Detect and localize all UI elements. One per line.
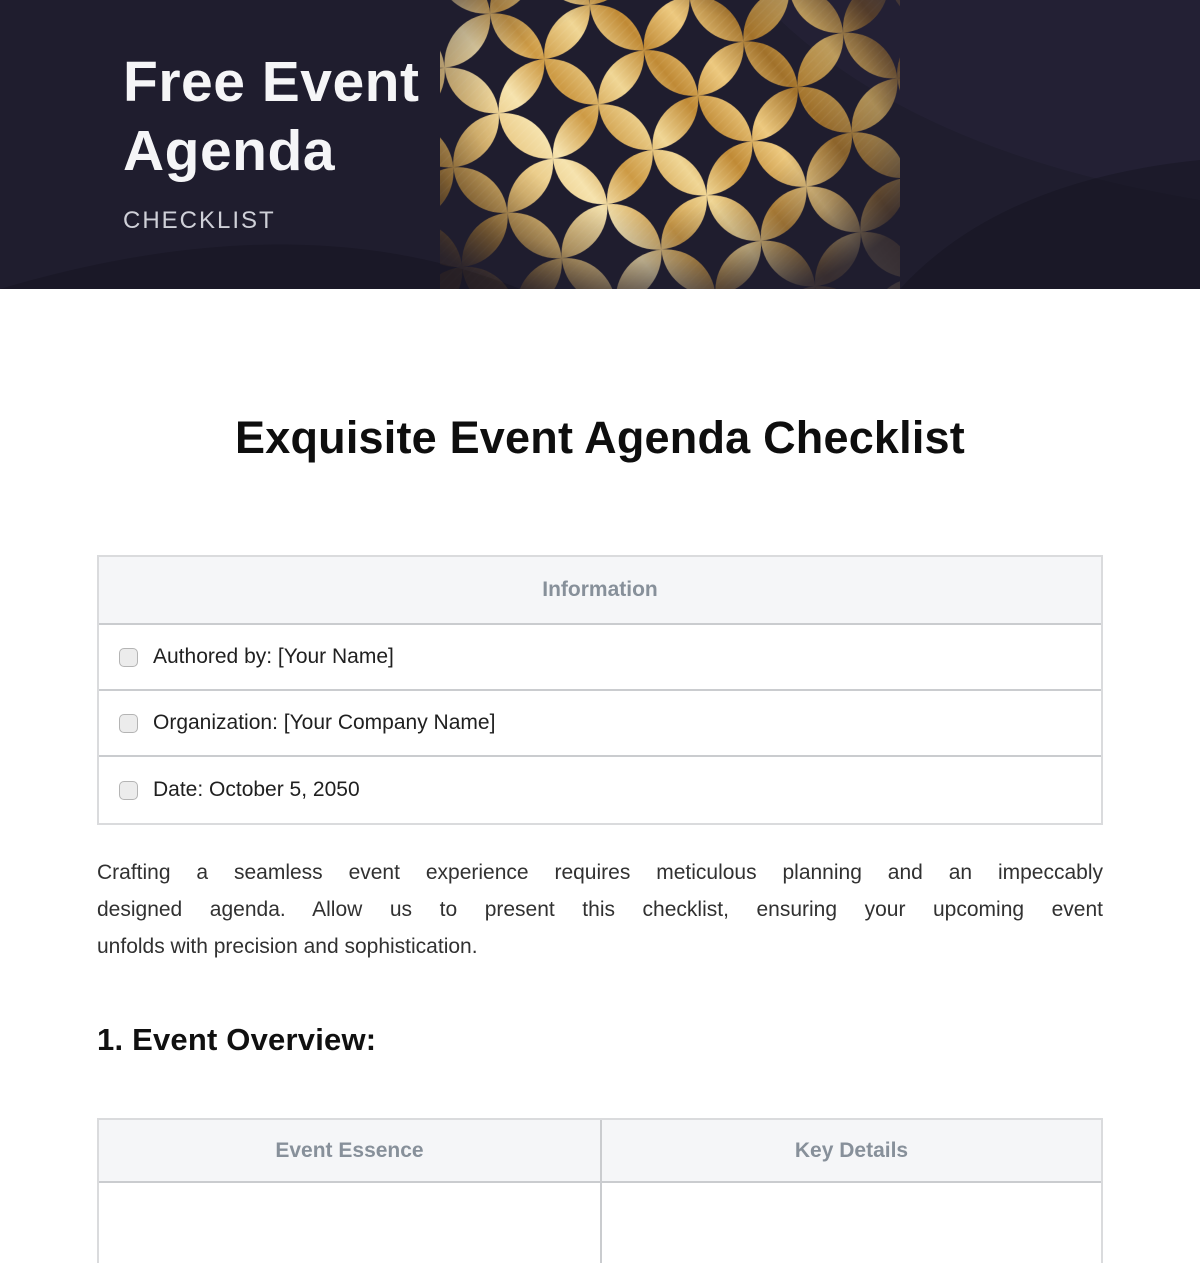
banner-title-line1: Free Event (123, 50, 420, 114)
event-overview-table (97, 1118, 1103, 1263)
banner-subtitle: CHECKLIST (123, 207, 276, 234)
row-label: Authored by: [Your Name] (153, 645, 394, 668)
column-header-event-essence: Event Essence (275, 1138, 424, 1162)
info-table-header: Information (99, 557, 1101, 625)
table-cell (600, 1183, 1101, 1263)
page-title: Exquisite Event Agenda Checklist (235, 412, 965, 463)
column-header-key-details: Key Details (600, 1120, 1101, 1181)
row-label: Date: October 5, 2050 (153, 778, 360, 801)
row-checkbox[interactable] (119, 781, 138, 800)
banner-title (123, 48, 419, 186)
intro-line: designed agenda. Allow us to present this checklist, ensuring your upcoming event (97, 898, 1103, 921)
table-cell (99, 1183, 600, 1263)
table-row-date (99, 757, 1101, 823)
banner (0, 0, 1200, 289)
intro-paragraph (97, 854, 1103, 965)
table-row-organization (99, 691, 1101, 757)
document-body (97, 411, 1103, 1263)
row-checkbox[interactable] (119, 648, 138, 667)
info-table (97, 555, 1103, 825)
banner-title-line2: Agenda (123, 119, 336, 183)
overview-table-header-row (99, 1120, 1101, 1183)
row-label: Organization: [Your Company Name] (153, 711, 496, 734)
intro-line: unfolds with precision and sophistication. (97, 935, 478, 958)
overview-table-body-row (99, 1183, 1101, 1263)
table-row-authored-by (99, 625, 1101, 691)
intro-line: Crafting a seamless event experience requires meticulous planning and an impeccably (97, 861, 1103, 884)
section-heading-event-overview: 1. Event Overview: (97, 1022, 377, 1057)
row-checkbox[interactable] (119, 714, 138, 733)
